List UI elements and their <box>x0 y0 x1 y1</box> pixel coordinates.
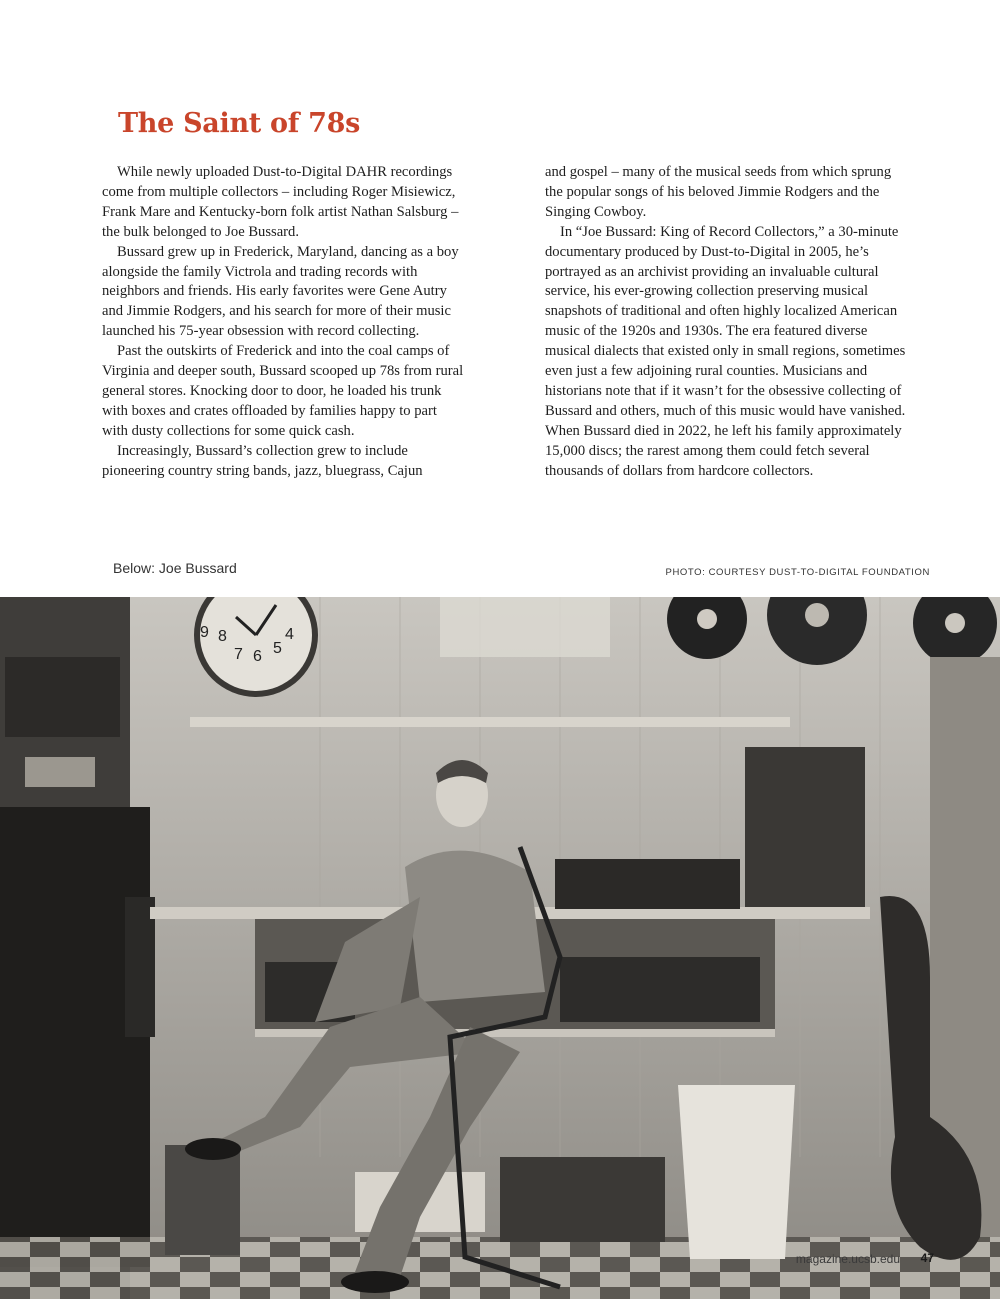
page-number: 47 <box>920 1251 934 1265</box>
article-title: The Saint of 78s <box>118 108 361 139</box>
photo-caption: Below: Joe Bussard <box>113 560 237 576</box>
article-column-left <box>102 163 464 482</box>
photo-joe-bussard <box>0 597 1000 1299</box>
paragraph: In “Joe Bussard: King of Record Collectors,” a 30-minute documentary produced by Dust-to-Digital in 2005, he’s portrayed as an archivist providing an invaluable cultural service, his ever-growing collection preserving musical snapshots of traditional and often highly localized American music of the 1920s and 1930s. The era featured diverse musical dialects that existed only in small regions, sometimes even just a few adjoining rural counties. Musicians and historians note that if it wasn’t for the obsessive collecting of Bussard and others, much of this music would have vanished. When Bussard died in 2022, he left his family approximately 15,000 discs; the rarest among them could fetch several thousands of dollars from hardcore collectors. <box>545 223 906 479</box>
clock-numeral: 5 <box>273 640 282 657</box>
paragraph: Bussard grew up in Frederick, Maryland, dancing as a boy alongside the family Victrola and trading records with neighbors and friends. His early favorites were Gene Autry and Jimmie Rodgers, and his search for more of their music launched his 75-year obsession with record collecting. <box>102 243 459 340</box>
paragraph: Increasingly, Bussard’s collection grew to include pioneering country string bands, jazz, bluegrass, Cajun <box>102 442 423 479</box>
article-column-right <box>545 163 907 482</box>
paragraph: While newly uploaded Dust-to-Digital DAHR recordings come from multiple collectors – including Roger Misiewicz, Frank Mare and Kentucky-born folk artist Nathan Salsburg – the bulk belonged to Joe Bussard. <box>102 164 459 240</box>
paragraph: Past the outskirts of Frederick and into the coal camps of Virginia and deeper south, Bussard scooped up 78s from rural general stores. Knocking door to door, he loaded his trunk with boxes and crates offloaded by families happy to part with dusty collections for some quick cash. <box>102 343 464 439</box>
photo-credit: PHOTO: COURTESY DUST-TO-DIGITAL FOUNDATION <box>665 567 930 578</box>
clock-numeral: 6 <box>253 648 262 665</box>
clock-numeral: 7 <box>234 646 243 663</box>
paragraph-continuation: and gospel – many of the musical seeds from which sprung the popular songs of his beloved Jimmie Rodgers and the Singing Cowboy. <box>545 164 892 220</box>
clock-numeral: 8 <box>218 628 227 645</box>
photo-illustration <box>0 597 1000 1299</box>
clock-numeral: 9 <box>200 624 209 641</box>
footer-url: magazine.ucsb.edu <box>795 1252 900 1266</box>
clock-numeral: 4 <box>285 626 294 643</box>
